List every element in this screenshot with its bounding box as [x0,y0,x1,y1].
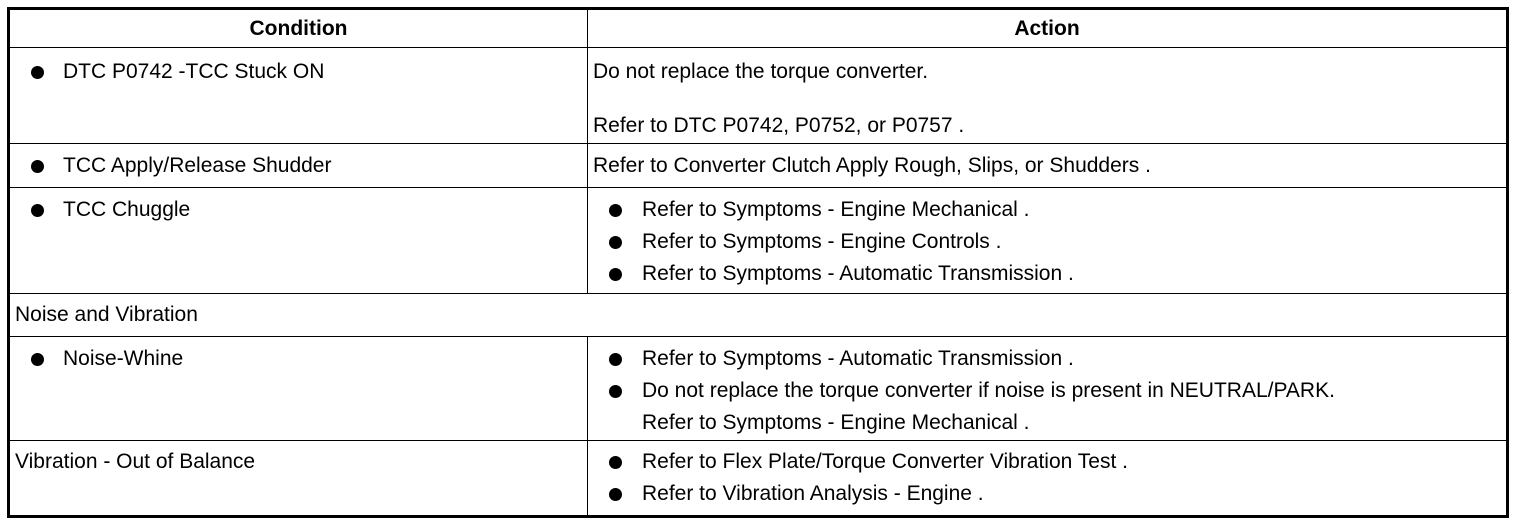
condition-text: Noise-Whine [63,347,184,370]
condition-text: DTC P0742 -TCC Stuck ON [63,60,325,83]
bullet-icon [609,353,622,366]
table-row [9,441,1508,517]
condition-cell [9,441,588,517]
table-row [9,337,1508,441]
action-text: Do not replace the torque converter if noise is present in NEUTRAL/PARK. [642,379,1335,402]
action-bullet [593,343,1501,375]
action-text: Refer to Symptoms - Engine Mechanical . [642,411,1030,434]
condition-text: TCC Apply/Release Shudder [63,154,332,177]
condition-item [15,56,582,88]
header-condition: Condition [9,9,588,48]
bullet-icon [609,236,622,249]
action-text: Refer to Converter Clutch Apply Rough, Slips, or Shudders . [593,154,1151,177]
action-cell [588,48,1508,144]
action-text: Do not replace the torque converter. [593,60,929,83]
header-row [9,9,1508,48]
action-cell [588,188,1508,294]
table-row [9,188,1508,294]
action-cell [588,144,1508,188]
action-cell [588,441,1508,517]
condition-item [15,343,582,375]
condition-text: Vibration - Out of Balance [15,450,256,473]
bullet-icon [609,488,622,501]
condition-cell [9,48,588,144]
condition-cell [9,337,588,441]
action-text: Refer to Symptoms - Automatic Transmission . [642,347,1074,370]
action-bullet [593,478,1501,510]
action-bullet [593,375,1501,439]
section-row [9,294,1508,337]
bullet-icon [31,66,44,79]
action-text: Refer to Symptoms - Engine Controls . [642,230,1002,253]
diagnosis-table [7,7,1509,518]
bullet-icon [609,268,622,281]
action-bullet [593,226,1501,258]
action-text: Refer to DTC P0742, P0752, or P0757 . [593,114,965,137]
section-cell [9,294,1508,337]
action-bullet [593,258,1501,290]
action-text: Refer to Symptoms - Automatic Transmission . [642,262,1074,285]
table-row [9,144,1508,188]
action-bullet [593,194,1501,226]
bullet-icon [31,160,44,173]
bullet-icon [31,204,44,217]
bullet-icon [31,353,44,366]
bullet-icon [609,456,622,469]
action-text: Refer to Vibration Analysis - Engine . [642,482,984,505]
action-bullet [593,446,1501,478]
action-text: Refer to Flex Plate/Torque Converter Vibration Test . [642,450,1128,473]
condition-cell [9,144,588,188]
condition-item [15,150,582,182]
section-title: Noise and Vibration [15,303,198,326]
bullet-icon [609,385,622,398]
condition-item [15,194,582,226]
bullet-icon [609,204,622,217]
action-text: Refer to Symptoms - Engine Mechanical . [642,198,1030,221]
table-row [9,48,1508,144]
header-action: Action [588,9,1508,48]
condition-text: TCC Chuggle [63,198,191,221]
action-cell [588,337,1508,441]
condition-cell [9,188,588,294]
